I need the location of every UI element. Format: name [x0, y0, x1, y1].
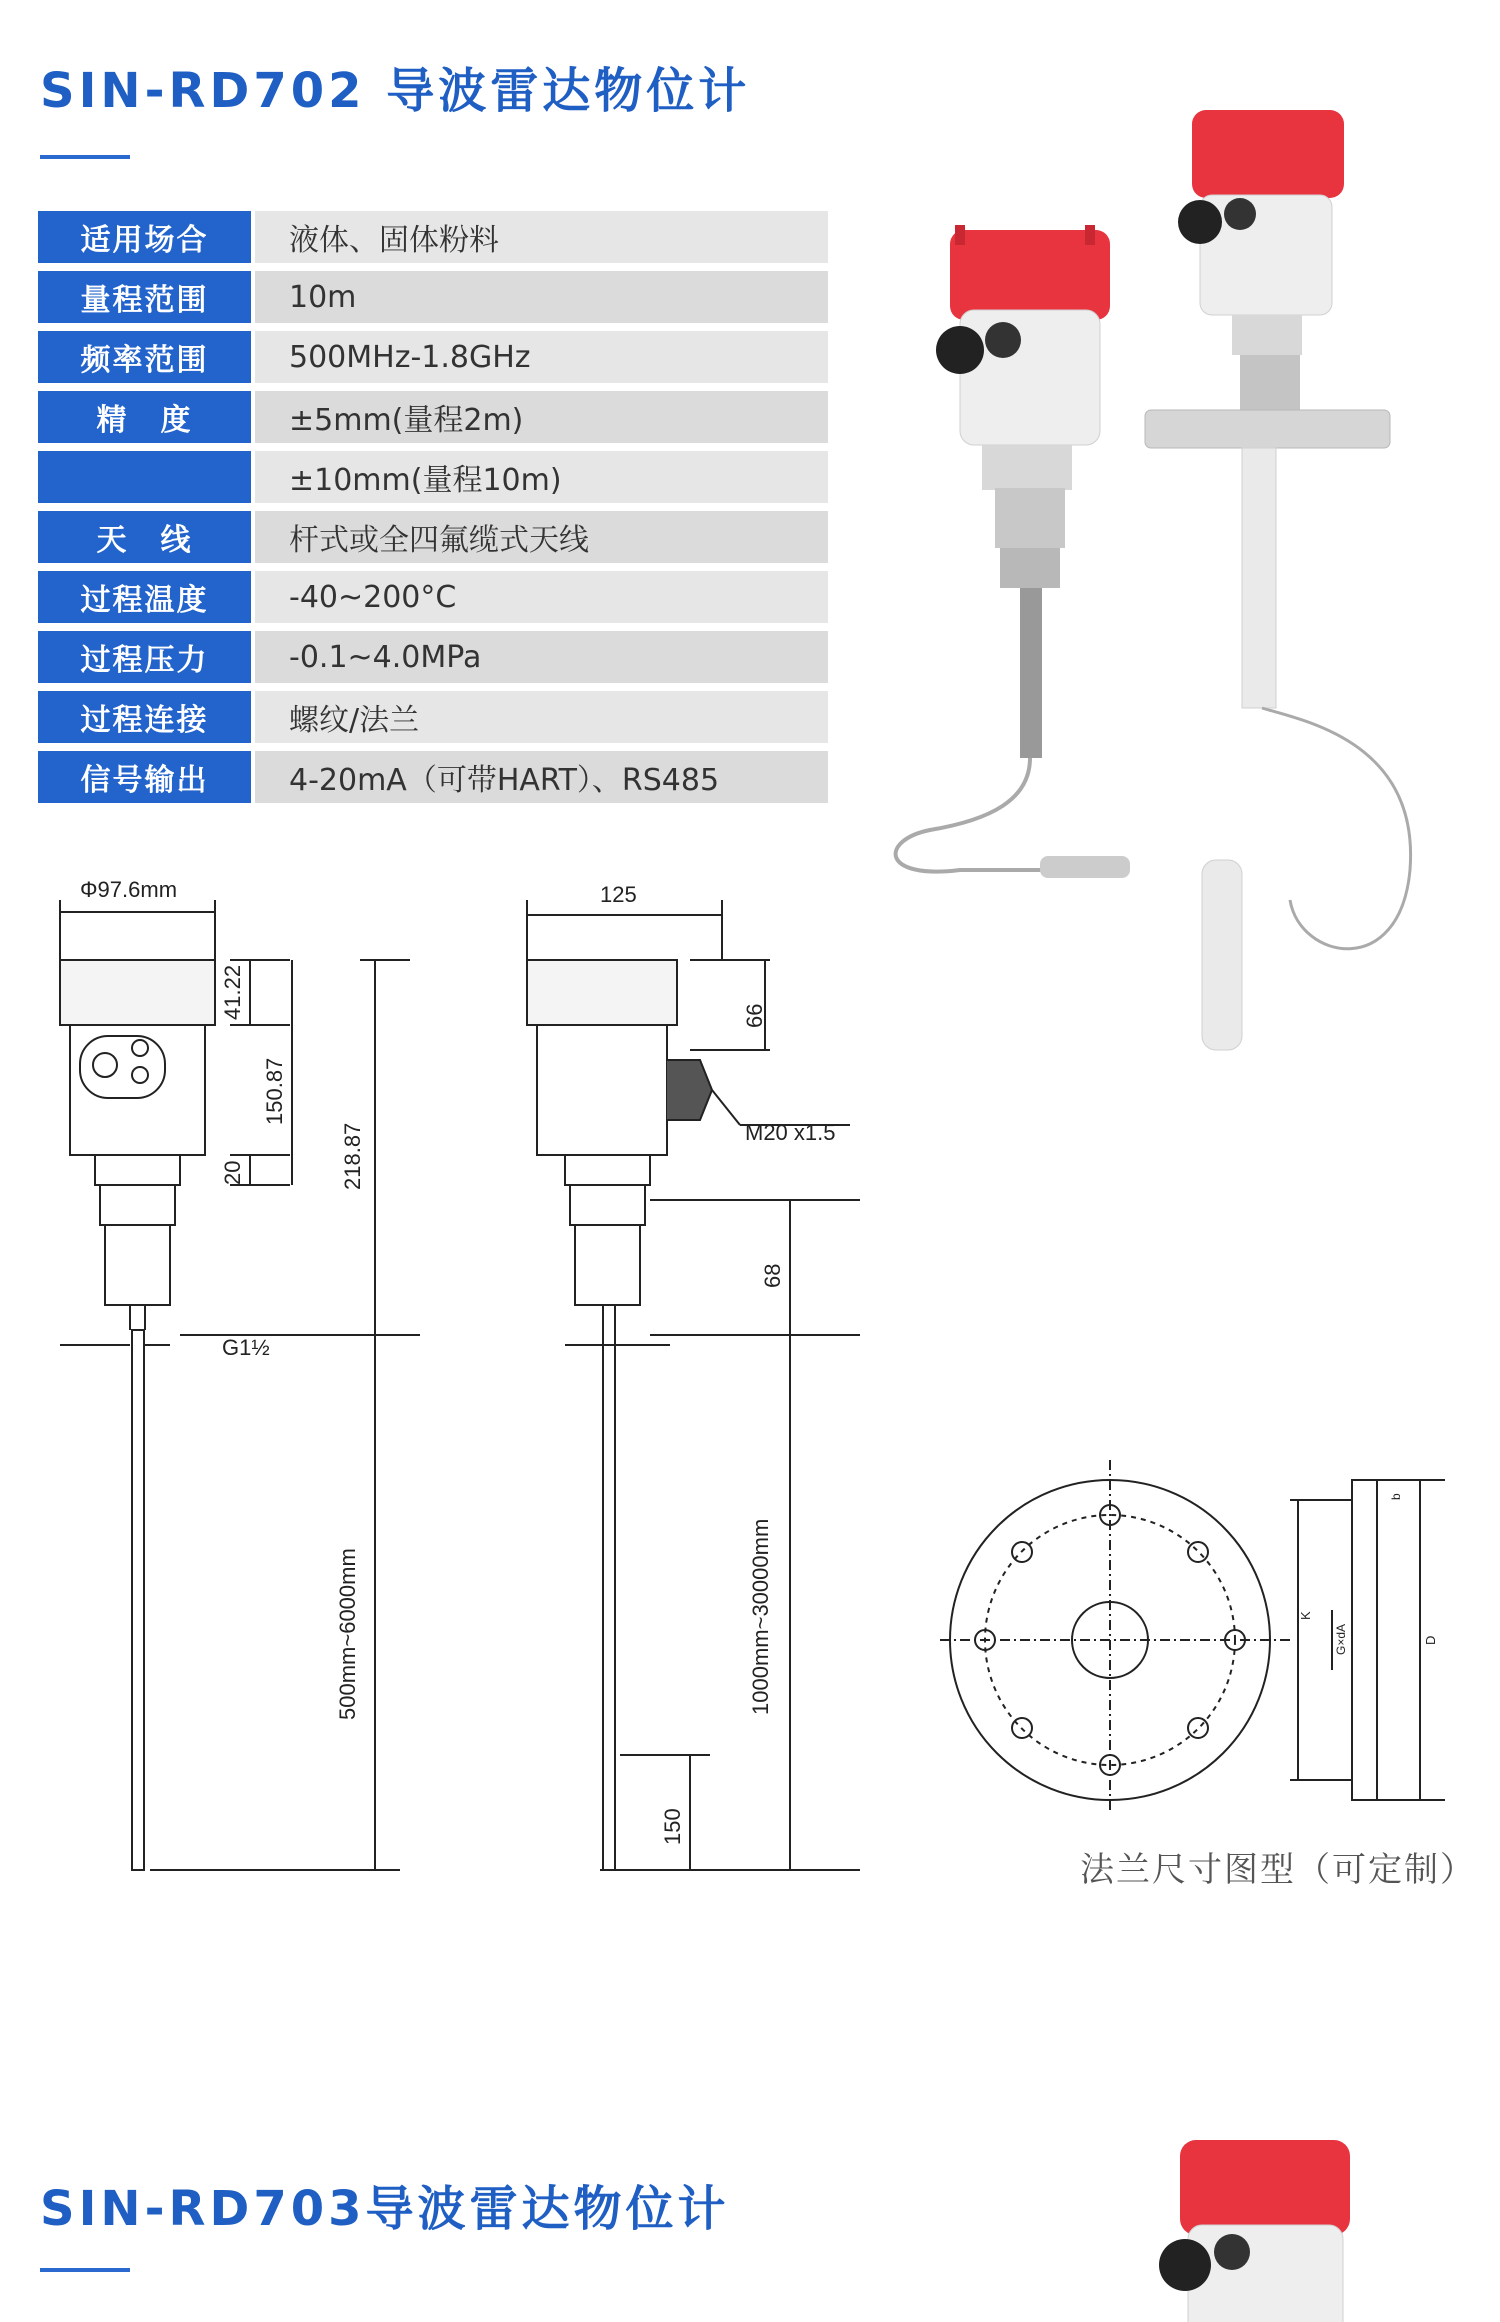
- spec-value: 液体、固体粉料: [255, 211, 828, 263]
- spec-row: [38, 391, 828, 443]
- spec-value: 螺纹/法兰: [255, 691, 828, 743]
- spec-row: [38, 751, 828, 803]
- spec-label: 过程压力: [38, 631, 251, 683]
- spec-value: -0.1~4.0MPa: [255, 631, 828, 683]
- product-left: [896, 225, 1130, 878]
- spec-row: [38, 511, 828, 563]
- spec-row: [38, 451, 828, 503]
- dim-20: 20: [220, 1160, 245, 1185]
- spec-table: [38, 211, 828, 811]
- dim-probe-150: 150: [660, 1808, 685, 1845]
- dim-diameter: Φ97.6mm: [80, 877, 178, 902]
- flange-label-d: D: [1423, 1635, 1438, 1645]
- dim-gland: M20 x1.5: [745, 1120, 836, 1145]
- spec-row: [38, 211, 828, 263]
- spec-row: [38, 571, 828, 623]
- spec-row: [38, 691, 828, 743]
- spec-label: 频率范围: [38, 331, 251, 383]
- flange-label-k: K: [1298, 1611, 1313, 1620]
- dim-thread: G1½: [222, 1335, 270, 1360]
- spec-row: [38, 331, 828, 383]
- section-title: SIN-RD702 导波雷达物位计: [40, 63, 751, 119]
- dim-150: 150.87: [262, 1057, 287, 1125]
- spec-row: [38, 271, 828, 323]
- flange-label-b: b: [1389, 1493, 1403, 1500]
- title-underline: [40, 155, 130, 159]
- flange-caption: 法兰尺寸图型（可定制）: [1080, 1850, 1476, 1890]
- dim-width: 125: [600, 882, 637, 907]
- spec-label: 过程连接: [38, 691, 251, 743]
- section2-title: SIN-RD703导波雷达物位计: [40, 2181, 730, 2237]
- spec-label: 量程范围: [38, 271, 251, 323]
- spec-value: ±10mm(量程10m): [255, 451, 828, 503]
- title2-underline: [40, 2268, 130, 2272]
- spec-value: 500MHz-1.8GHz: [255, 331, 828, 383]
- dim-rod-length: 500mm~6000mm: [335, 1548, 360, 1720]
- spec-value: 4-20mA（可带HART）、RS485: [255, 751, 828, 803]
- product-right: [1145, 110, 1411, 1050]
- spec-label: 信号输出: [38, 751, 251, 803]
- drawing-cable: [500, 860, 900, 1880]
- flange-drawing: [930, 1450, 1490, 1810]
- product-photo-2: [1150, 2132, 1410, 2322]
- spec-label: [38, 451, 251, 503]
- product-photo: [880, 100, 1420, 1060]
- spec-row: [38, 631, 828, 683]
- dim-218: 218.87: [340, 1122, 365, 1190]
- dim-66: 66: [742, 1003, 767, 1028]
- flange-label-hole: G×dA: [1334, 1623, 1348, 1655]
- dim-cable-length: 1000mm~30000mm: [748, 1518, 773, 1715]
- spec-value: ±5mm(量程2m): [255, 391, 828, 443]
- dim-68: 68: [760, 1263, 785, 1288]
- spec-label: 适用场合: [38, 211, 251, 263]
- spec-label: 过程温度: [38, 571, 251, 623]
- spec-value: -40~200°C: [255, 571, 828, 623]
- dim-41: 41.22: [220, 964, 245, 1020]
- spec-label: 精 度: [38, 391, 251, 443]
- drawing-rod: [40, 860, 440, 1880]
- spec-value: 10m: [255, 271, 828, 323]
- spec-value: 杆式或全四氟缆式天线: [255, 511, 828, 563]
- spec-label: 天 线: [38, 511, 251, 563]
